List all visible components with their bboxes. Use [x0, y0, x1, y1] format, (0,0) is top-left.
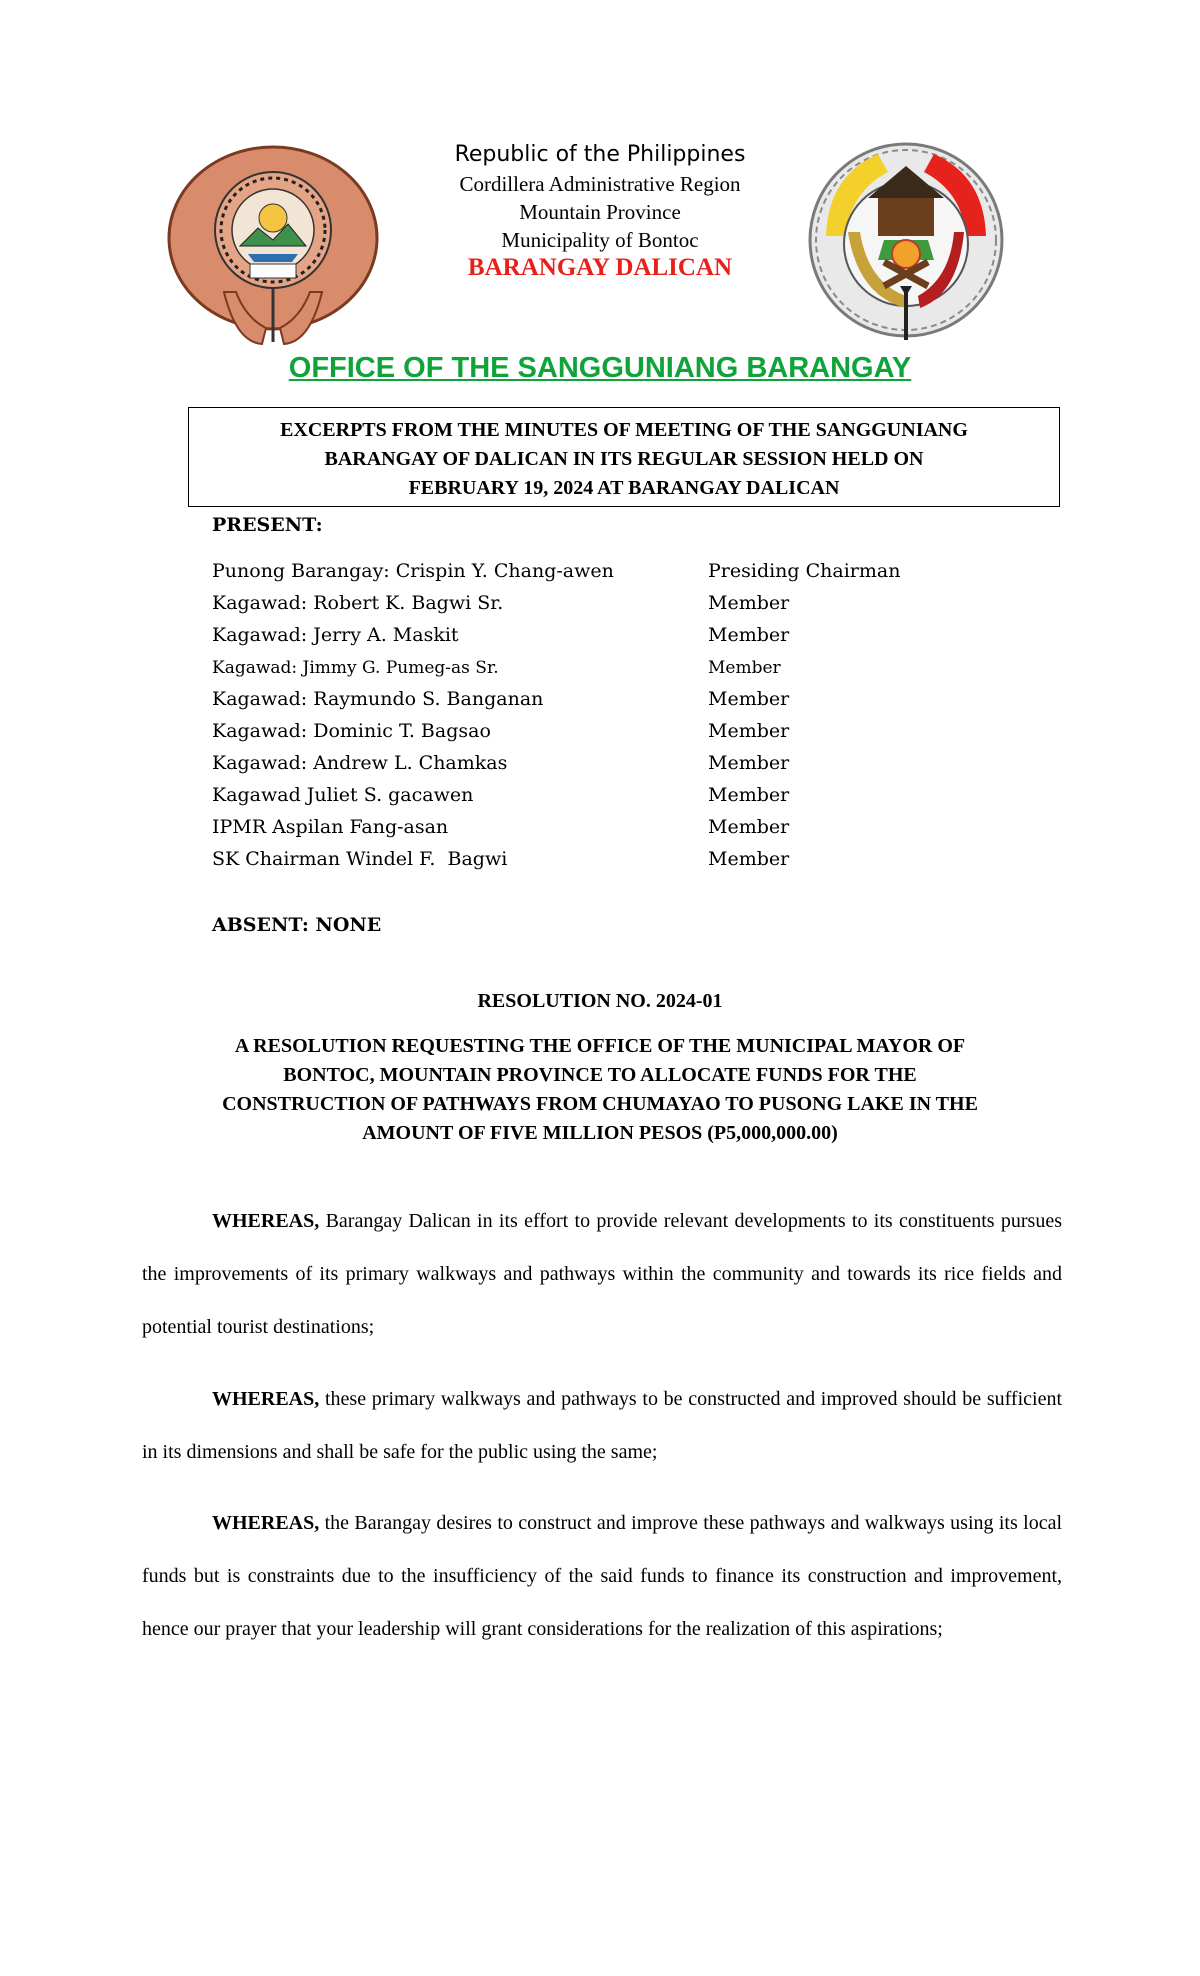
attendee-row [212, 816, 1012, 846]
attendee-name: Punong Barangay: Crispin Y. Chang-awen [212, 560, 614, 582]
excerpt-line: BARANGAY OF DALICAN IN ITS REGULAR SESSION HELD ON [324, 448, 924, 470]
resolution-number: RESOLUTION NO. 2024-01 [477, 990, 723, 1012]
barangay-name: BARANGAY DALICAN [467, 254, 733, 281]
attendee-name: Kagawad: Raymundo S. Banganan [212, 688, 544, 710]
attendee-row [212, 560, 1012, 590]
resolution-title-line: BONTOC, MOUNTAIN PROVINCE TO ALLOCATE FUNDS FOR THE [283, 1064, 917, 1086]
attendee-role: Member [708, 816, 790, 838]
whereas-paragraph [142, 1373, 1062, 1479]
attendee-role: Member [708, 658, 781, 678]
resolution-title-line: A RESOLUTION REQUESTING THE OFFICE OF THE MUNICIPAL MAYOR OF [234, 1035, 966, 1057]
whereas-text: these primary walkways and pathways to be constructed and improved should be sufficient in its dimensions and shall be safe for the public using the same; [142, 1388, 1062, 1463]
attendee-row [212, 592, 1012, 622]
excerpt-line: EXCERPTS FROM THE MINUTES OF MEETING OF THE SANGGUNIANG [280, 419, 968, 441]
office-title: OFFICE OF THE SANGGUNIANG BARANGAY [288, 352, 912, 384]
attendee-role: Member [708, 592, 790, 614]
attendee-role: Member [708, 624, 790, 646]
region-line: Cordillera Administrative Region [459, 172, 741, 196]
attendee-name: Kagawad: Robert K. Bagwi Sr. [212, 592, 504, 614]
whereas-text: the Barangay desires to construct and improve these pathways and walkways using its local funds but is constraints due to the insufficiency of the said funds to finance its construction and improvement, hence our prayer that your leadership will grant considerations for the realization of this aspirations; [142, 1512, 1063, 1640]
barangay-dalican-seal-icon [808, 136, 1004, 344]
resolution-title [140, 1032, 1060, 1148]
attendee-row [212, 848, 1012, 878]
excerpt-line: FEBRUARY 19, 2024 AT BARANGAY DALICAN [408, 477, 840, 499]
absent-line: ABSENT: NONE [212, 914, 382, 936]
province-line: Mountain Province [519, 200, 681, 224]
republic-line: Republic of the Philippines [454, 142, 746, 167]
attendee-name: Kagawad: Jimmy G. Pumeg-as Sr. [212, 658, 499, 678]
attendee-row [212, 624, 1012, 654]
attendee-row [212, 656, 1012, 686]
attendee-row [212, 752, 1012, 782]
attendee-name: Kagawad Juliet S. gacawen [212, 784, 474, 806]
resolution-title-line: CONSTRUCTION OF PATHWAYS FROM CHUMAYAO TO PUSONG LAKE IN THE [222, 1093, 978, 1115]
present-label: PRESENT: [212, 514, 323, 536]
attendee-role: Presiding Chairman [708, 560, 901, 582]
whereas-lead: WHEREAS, [212, 1512, 320, 1534]
whereas-text: Barangay Dalican in its effort to provide relevant developments to its constituents pursues the improvements of its primary walkways and pathways within the community and towards its rice fields and potential tourist destinations; [142, 1210, 1062, 1338]
municipality-line: Municipality of Bontoc [501, 228, 699, 252]
whereas-paragraph [142, 1195, 1062, 1354]
resolution-title-line: AMOUNT OF FIVE MILLION PESOS (P5,000,000.00) [362, 1122, 838, 1144]
whereas-lead: WHEREAS, [212, 1388, 320, 1410]
excerpt-heading [188, 416, 1060, 503]
attendee-row [212, 720, 1012, 750]
attendee-role: Member [708, 848, 790, 870]
attendee-name: Kagawad: Dominic T. Bagsao [212, 720, 491, 742]
attendee-name: IPMR Aspilan Fang-asan [212, 816, 449, 838]
attendee-role: Member [708, 720, 790, 742]
municipality-of-bontoc-seal-icon [166, 142, 380, 348]
attendee-name: Kagawad: Andrew L. Chamkas [212, 752, 508, 774]
whereas-lead: WHEREAS, [212, 1210, 320, 1232]
attendee-name: SK Chairman Windel F. Bagwi [212, 848, 508, 870]
attendee-row [212, 688, 1012, 718]
attendee-name: Kagawad: Jerry A. Maskit [212, 624, 459, 646]
attendee-role: Member [708, 688, 790, 710]
attendee-row [212, 784, 1012, 814]
attendee-role: Member [708, 784, 790, 806]
attendee-role: Member [708, 752, 790, 774]
whereas-paragraph [142, 1497, 1062, 1656]
